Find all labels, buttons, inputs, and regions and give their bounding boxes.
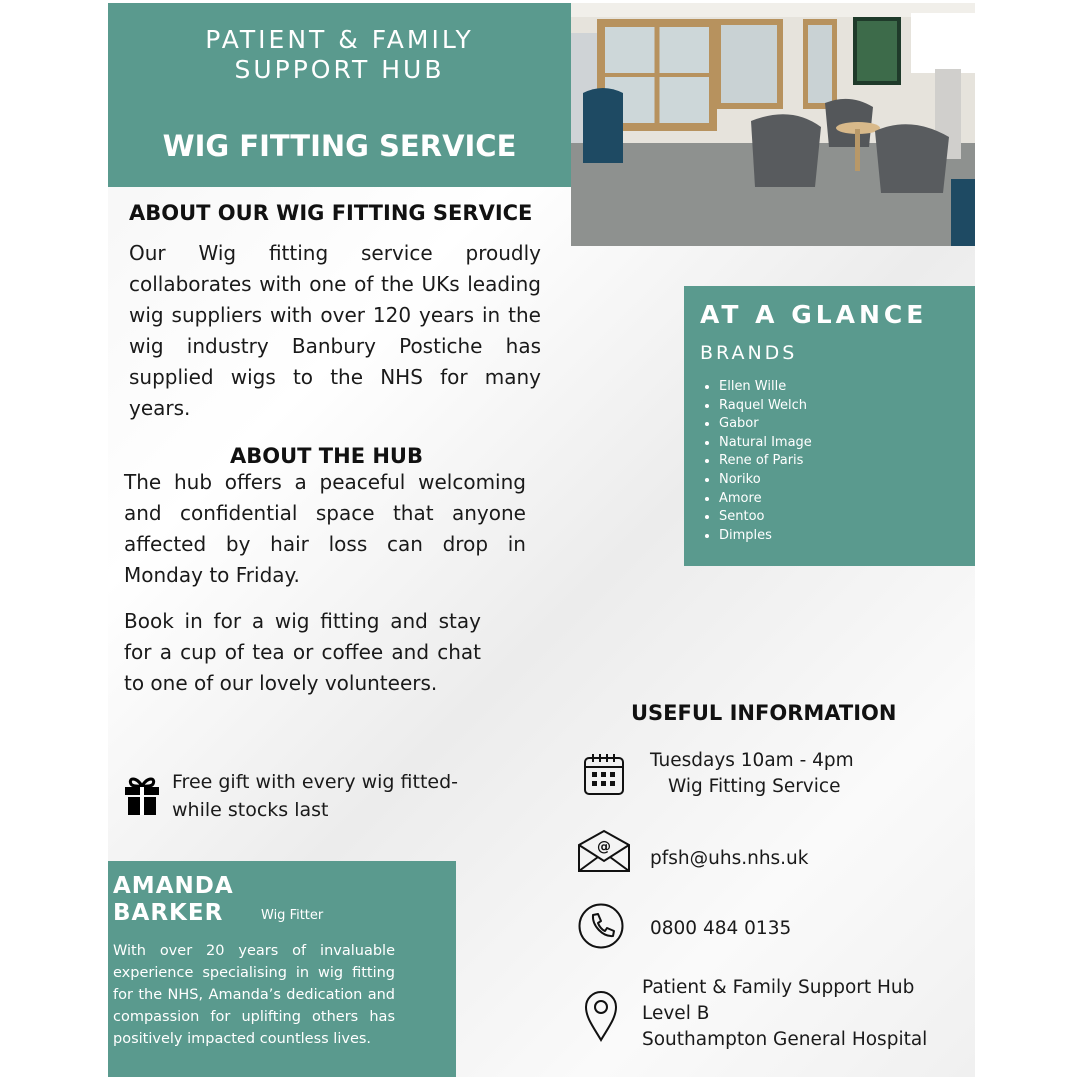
address-line3: Southampton General Hospital xyxy=(642,1029,928,1050)
room-illustration xyxy=(571,3,975,246)
brand-item: • Dimples xyxy=(719,527,812,546)
email-icon xyxy=(577,829,631,877)
staff-first-name: AMANDA xyxy=(113,873,234,899)
service-title: WIG FITTING SERVICE xyxy=(162,129,517,163)
brand-item: • Ellen Wille xyxy=(719,378,812,397)
phone-icon xyxy=(578,903,624,953)
glance-title: AT A GLANCE xyxy=(700,300,928,329)
brand-item: • Sentoo xyxy=(719,508,812,527)
address-line2: Level B xyxy=(642,1003,710,1024)
schedule-line2: Wig Fitting Service xyxy=(668,776,841,797)
gift-icon xyxy=(124,776,160,820)
address xyxy=(642,975,927,1053)
about-service-heading: ABOUT OUR WIG FITTING SERVICE xyxy=(129,201,533,225)
svg-text:@: @ xyxy=(597,839,611,855)
useful-info-heading: USEFUL INFORMATION xyxy=(631,701,897,725)
brand-item: • Rene of Paris xyxy=(719,452,812,471)
about-hub-heading: ABOUT THE HUB xyxy=(230,444,423,468)
brand-item: • Amore xyxy=(719,490,812,509)
email-link[interactable]: pfsh@uhs.nhs.uk xyxy=(650,848,809,869)
brand-item: • Natural Image xyxy=(719,434,812,453)
staff-profile-panel xyxy=(108,861,456,1077)
hub-title-line2: SUPPORT HUB xyxy=(234,55,445,84)
schedule-line1: Tuesdays 10am - 4pm xyxy=(650,750,854,771)
brand-list xyxy=(704,378,812,545)
staff-bio: With over 20 years of invaluable experience specialising in wig fitting for the NHS, Amanda’s dedication and compassion for uplifting others has positively impacted countless lives. xyxy=(113,943,395,1047)
calendar-icon xyxy=(583,752,625,800)
staff-name xyxy=(113,873,234,927)
brand-item: • Gabor xyxy=(719,415,812,434)
hub-room-photo xyxy=(571,3,975,246)
about-hub-text: The hub offers a peaceful welcoming and confidential space that anyone affected by hair loss can drop in Monday to Friday. xyxy=(124,470,526,587)
gift-line2: while stocks last xyxy=(172,799,329,821)
header-banner xyxy=(108,3,571,187)
at-a-glance-panel xyxy=(684,286,975,566)
hub-title-line1: PATIENT & FAMILY xyxy=(205,25,474,54)
brands-label: BRANDS xyxy=(700,342,798,364)
brand-item: • Raquel Welch xyxy=(719,397,812,416)
hub-title xyxy=(108,25,571,85)
gift-line1: Free gift with every wig fitted- xyxy=(172,771,459,793)
brand-item: • Noriko xyxy=(719,471,812,490)
booking-text: Book in for a wig fitting and stay for a cup of tea or coffee and chat to one of our lovely volunteers. xyxy=(124,609,481,695)
address-line1: Patient & Family Support Hub xyxy=(642,977,915,998)
location-pin-icon xyxy=(584,990,618,1046)
staff-last-name: BARKER xyxy=(113,900,224,926)
staff-role: Wig Fitter xyxy=(261,908,324,923)
gift-text xyxy=(172,768,458,824)
about-service-text: Our Wig fitting service proudly collaborates with one of the UKs leading wig suppliers with over 120 years in the wig industry Banbury Postiche has supplied wigs to the NHS for many years. xyxy=(129,241,541,420)
phone-number[interactable]: 0800 484 0135 xyxy=(650,918,792,939)
